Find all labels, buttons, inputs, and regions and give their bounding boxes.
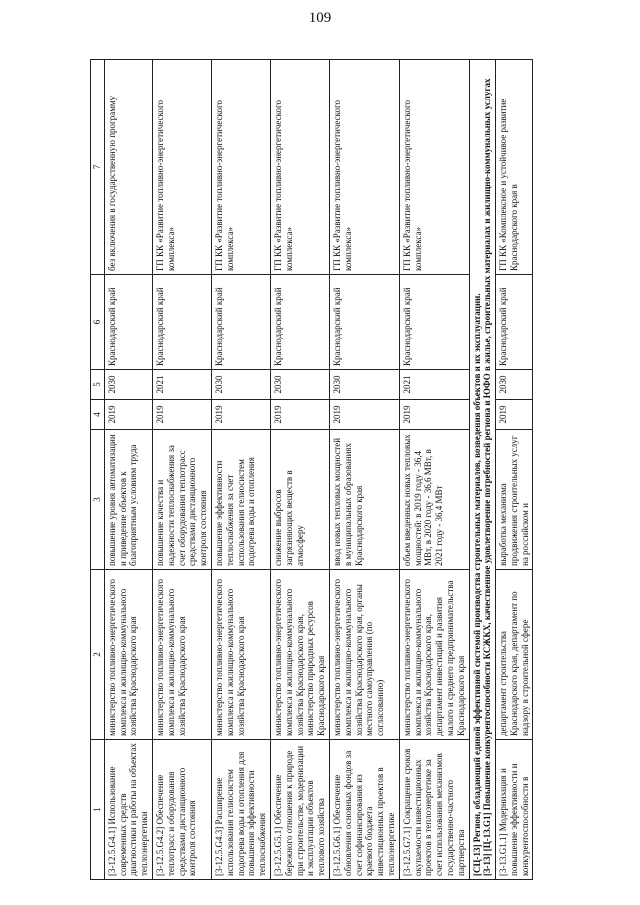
cell-responsible: министерство топливно-энергетического комплекса и жилищно-коммунального хозяйства Краснодарского края (211, 570, 270, 740)
cell-start-year: 2019 (496, 400, 533, 430)
cell-responsible: департамент строительства Краснодарского края, департамент по надзору в строительной сфере (496, 570, 533, 740)
cell-result: ввод новых тепловых мощностей в муниципальных образованиях Краснодарского края (329, 430, 399, 570)
cell-responsible: министерство топливно-энергетического комплекса и жилищно-коммунального хозяйства Краснодарского края, департамент инвестиций и развития малого и среднего предпринимательства Краснодарского края (399, 570, 469, 740)
cell-responsible: министерство топливно-энергетического комплекса и жилищно-коммунального хозяйства Краснодарского края (152, 570, 211, 740)
cell-result: снижение выбросов загрязняющих веществ в атмосферу (270, 430, 329, 570)
cell-territory: Краснодарский край (152, 275, 211, 370)
cell-start-year: 2019 (399, 400, 469, 430)
cell-responsible: министерство топливно-энергетического комплекса и жилищно-коммунального хозяйства Краснодарского края, органы местного самоуправления (по согласованию) (329, 570, 399, 740)
cell-program: без включения в государственную программу (104, 60, 152, 275)
activities-table (90, 59, 533, 880)
column-number: 2 (91, 570, 105, 740)
cell-responsible: министерство топливно-энергетического комплекса и жилищно-коммунального хозяйства Краснодарского края, министерство природных ресурсов Краснодарского края (270, 570, 329, 740)
cell-result: объем введенных новых тепловых мощностей: в 2019 году - 36,4 МВт, в 2020 году - 36,6 МВт, в 2021 году - 36,4 МВт (399, 430, 469, 570)
cell-responsible: министерство топливно-энергетического комплекса и жилищно-коммунального хозяйства Краснодарского края (104, 570, 152, 740)
page-number: 109 (308, 10, 332, 26)
section-line: [СЦ-13] Регион, обладающий единой эффективной системой производства строительных материалов, возведения объектов и их эксплуатации. (471, 293, 482, 876)
column-number: 3 (91, 430, 105, 570)
cell-program: ГП КК «Развитие топливно-энергетического комплекса» (152, 60, 211, 275)
cell-start-year: 2019 (152, 400, 211, 430)
cell-result: повышение качества и надежности теплоснабжения за счет оборудования теплотрасс средствами дистанционного контроля состояния (152, 430, 211, 570)
cell-end-year: 2030 (211, 370, 270, 400)
cell-end-year: 2021 (152, 370, 211, 400)
table-row (152, 60, 211, 880)
table-row (270, 60, 329, 880)
section-heading (469, 60, 496, 880)
cell-program: ГП КК «Развитие топливно-энергетического комплекса» (211, 60, 270, 275)
column-number: 7 (91, 60, 105, 275)
column-number: 1 (91, 740, 105, 880)
column-number-row (91, 60, 105, 880)
table-row (104, 60, 152, 880)
cell-program: ГП КК «Комплексное и устойчивое развитие Краснодарского края в (496, 60, 533, 275)
cell-code: [3-13.G1.1] Модернизация и повышение эффективности и конкурентоспособности в (496, 740, 533, 880)
table-body (104, 60, 469, 880)
cell-territory: Краснодарский край (104, 275, 152, 370)
cell-program: ГП КК «Развитие топливно-энергетического комплекса» (329, 60, 399, 275)
cell-code: [3-12.5.G4.1] Использование современных средств диагностики и работы на объектах теплоэнергетики (104, 740, 152, 880)
cell-program: ГП КК «Развитие топливно-энергетического комплекса» (399, 60, 469, 275)
cell-code: [3-12.5.G6.1] Обеспечение обновления основных фондов за счет софинансирования из краевого бюджета инвестиционных проектов в теплоэнергетике (329, 740, 399, 880)
cell-start-year: 2019 (211, 400, 270, 430)
column-number: 4 (91, 400, 105, 430)
table-row (211, 60, 270, 880)
cell-code: [3-12.5.G4.3] Расширение использования гелиосистем подогрева воды и отопления для повышения эффективности теплоснабжения (211, 740, 270, 880)
table-row (399, 60, 469, 880)
cell-result: повышение уровня автоматизации и приведение объектов к благоприятным условиям труда (104, 430, 152, 570)
table-row (496, 60, 533, 880)
cell-code: [3-12.5.G5.1] Обеспечение бережного отношения к природе при строительстве, модернизации и эксплуатации объектов теплового хозяйства (270, 740, 329, 880)
column-number: 5 (91, 370, 105, 400)
cell-end-year: 2030 (329, 370, 399, 400)
cell-territory: Краснодарский край (329, 275, 399, 370)
section-row (469, 60, 496, 880)
section-line: [3-13] [Ц-13.G1] Повышение конкурентоспособности КСЖКХ, качественное удовлетворение потребностей региона и ЮФО в жилье, строительных материалах и жилищно-коммунальных услугах (482, 78, 493, 876)
cell-end-year: 2030 (270, 370, 329, 400)
cell-result: выработка механизма продвижения строительных услуг на российском и (496, 430, 533, 570)
rotated-table-container (90, 60, 610, 880)
cell-program: ГП КК «Развитие топливно-энергетического комплекса» (270, 60, 329, 275)
cell-start-year: 2019 (104, 400, 152, 430)
cell-territory: Краснодарский край (211, 275, 270, 370)
table-row (329, 60, 399, 880)
cell-territory: Краснодарский край (399, 275, 469, 370)
cell-end-year: 2021 (399, 370, 469, 400)
cell-code: [3-12.5.G7.1] Сокращение сроков окупаемости инвестиционных проектов в теплоэнергетике за счет использования механизмов государственно-частного партнерства (399, 740, 469, 880)
cell-territory: Краснодарский край (496, 275, 533, 370)
cell-end-year: 2030 (496, 370, 533, 400)
cell-start-year: 2019 (329, 400, 399, 430)
cell-territory: Краснодарский край (270, 275, 329, 370)
column-number: 6 (91, 275, 105, 370)
cell-code: [3-12.5.G4.2] Обеспечение теплотрасс и оборудования средствами дистанционного контроля состояния (152, 740, 211, 880)
cell-end-year: 2030 (104, 370, 152, 400)
cell-start-year: 2019 (270, 400, 329, 430)
cell-result: повышение эффективности теплоснабжения за счет использования гелиосистем подогрева воды и отопления (211, 430, 270, 570)
